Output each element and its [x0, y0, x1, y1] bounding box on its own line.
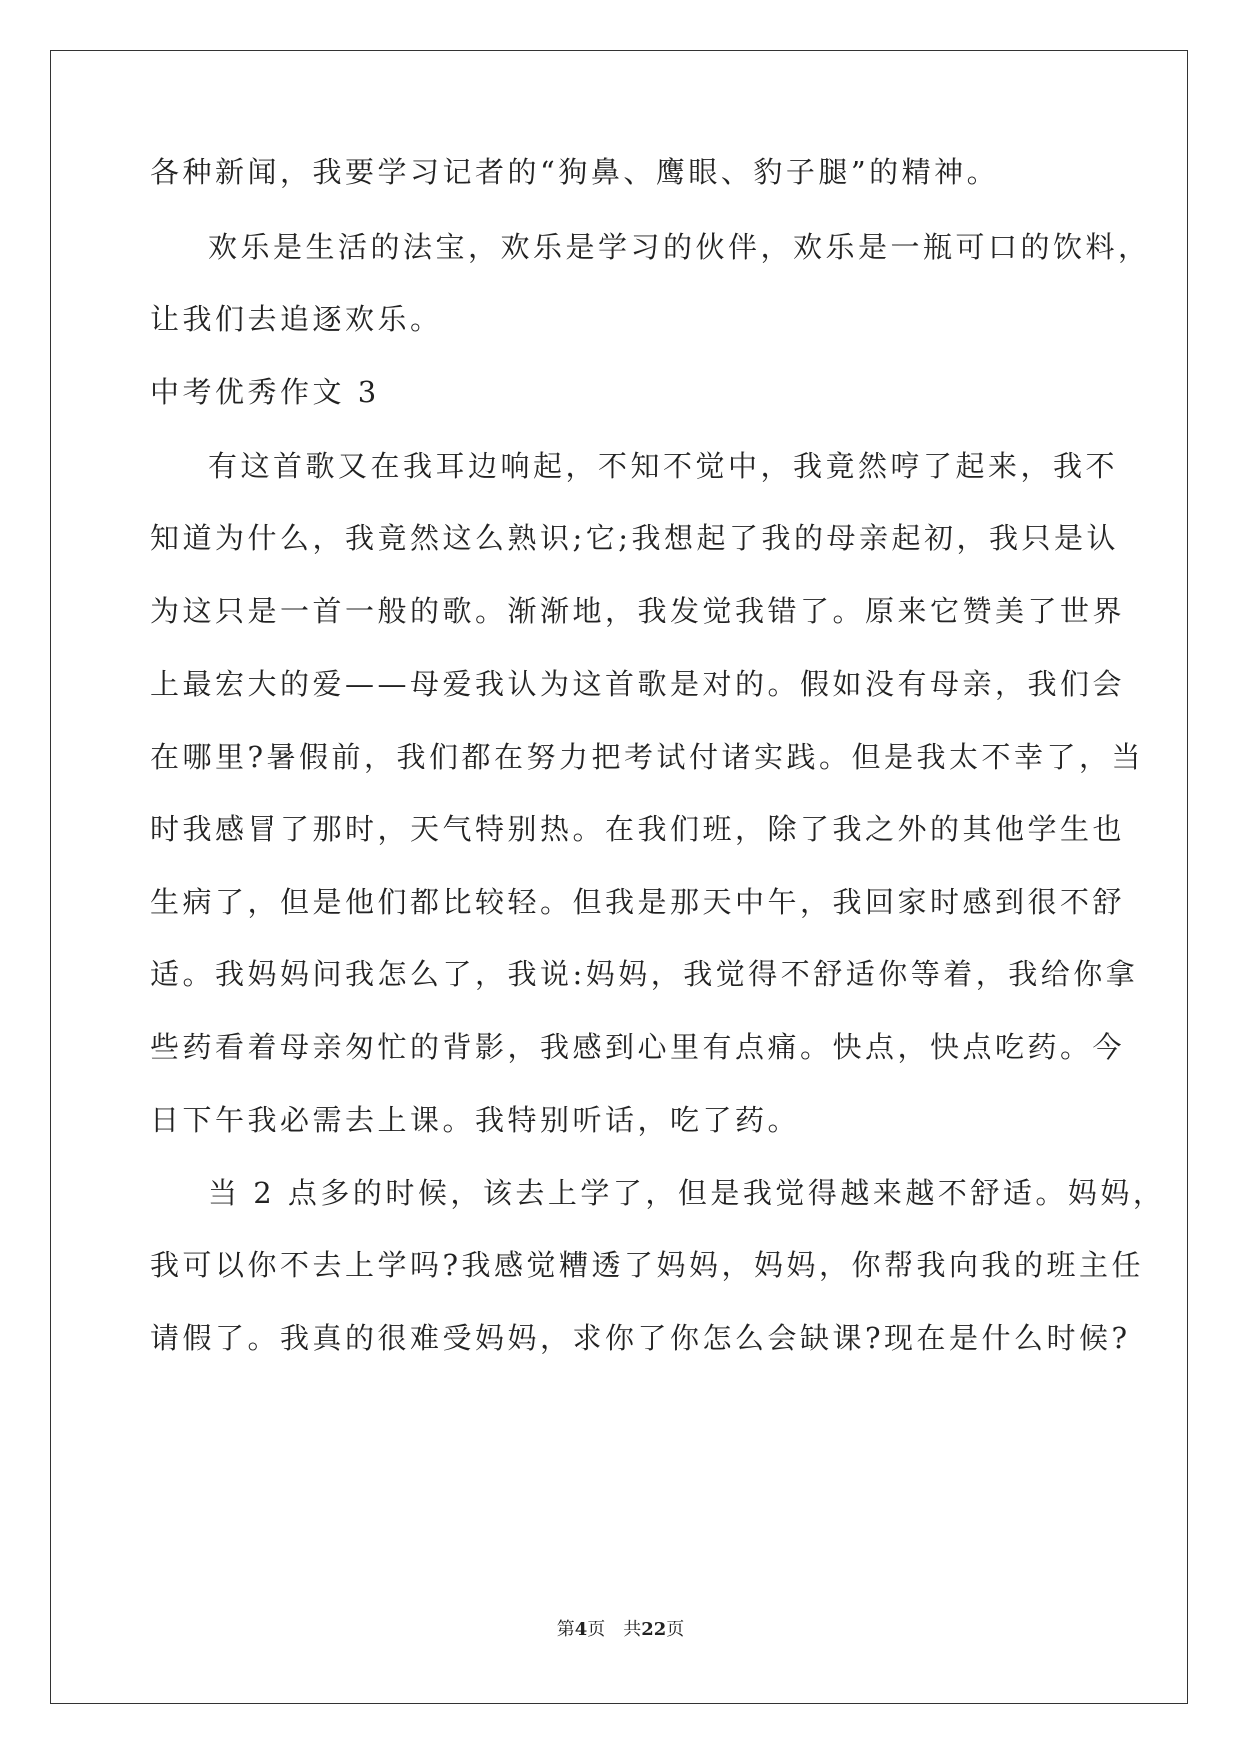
section-heading: 中考优秀作文 3: [150, 375, 380, 409]
page-border: [50, 50, 1188, 1704]
total-suffix: 页: [666, 1619, 685, 1640]
body-line: 在哪里?暑假前，我们都在努力把考试付诸实践。但是我太不幸了，当: [150, 740, 1145, 774]
paragraph-start: 当 2 点多的时候，该去上学了，但是我觉得越来越不舒适。妈妈，: [208, 1176, 1166, 1210]
page-prefix: 第: [556, 1619, 575, 1640]
body-line: 各种新闻，我要学习记者的“狗鼻、鹰眼、豹子腿”的精神。: [150, 155, 1000, 189]
body-line: 时我感冒了那时，天气特别热。在我们班，除了我之外的其他学生也: [150, 812, 1126, 846]
body-line: 为这只是一首一般的歌。渐渐地，我发觉我错了。原来它赞美了世界: [150, 594, 1126, 628]
body-line: 请假了。我真的很难受妈妈，求你了你怎么会缺课?现在是什么时候?: [150, 1321, 1131, 1355]
body-line: 些药看着母亲匆忙的背影，我感到心里有点痛。快点，快点吃药。今: [150, 1030, 1126, 1064]
body-line: 生病了，但是他们都比较轻。但我是那天中午，我回家时感到很不舒: [150, 885, 1126, 919]
body-line: 适。我妈妈问我怎么了，我说:妈妈，我觉得不舒适你等着，我给你拿: [150, 957, 1139, 991]
total-pages: 22: [641, 1619, 667, 1640]
total-prefix: 共: [623, 1619, 642, 1640]
page-suffix: 页: [587, 1619, 606, 1640]
body-line: 我可以你不去上学吗?我感觉糟透了妈妈，妈妈，你帮我向我的班主任: [150, 1248, 1145, 1282]
body-line: 上最宏大的爱——母爱我认为这首歌是对的。假如没有母亲，我们会: [150, 667, 1126, 701]
paragraph-start: 有这首歌又在我耳边响起，不知不觉中，我竟然哼了起来，我不: [208, 449, 1119, 483]
body-line: 让我们去追逐欢乐。: [150, 302, 443, 336]
body-line: 知道为什么，我竟然这么熟识;它;我想起了我的母亲起初，我只是认: [150, 521, 1120, 555]
page-footer: [0, 1618, 1241, 1642]
page-number: 4: [574, 1619, 588, 1640]
paragraph-start: 欢乐是生活的法宝，欢乐是学习的伙伴，欢乐是一瓶可口的饮料，: [208, 230, 1151, 264]
body-line: 日下午我必需去上课。我特别听话，吃了药。: [150, 1103, 801, 1137]
